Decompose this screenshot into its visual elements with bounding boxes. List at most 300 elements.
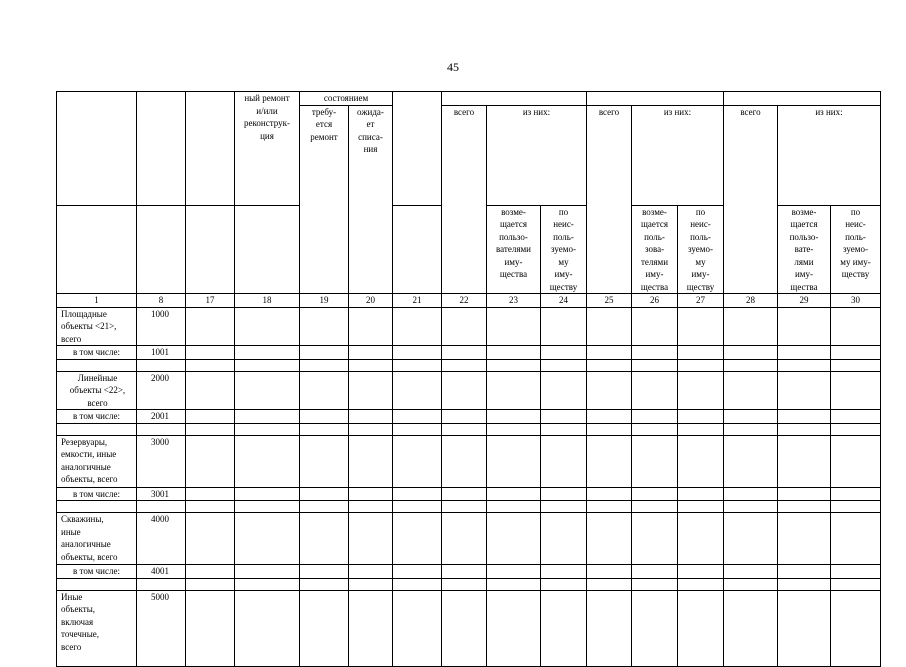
blank-cell: [587, 359, 632, 371]
data-cell: [678, 513, 724, 565]
row-label-line: Резервуары,: [61, 436, 108, 447]
blank-cell: [487, 501, 541, 513]
blank-cell: [57, 423, 137, 435]
blank-cell: [487, 578, 541, 590]
blank-cell: [186, 423, 235, 435]
data-cell: [186, 410, 235, 424]
data-cell: [235, 307, 300, 346]
data-cell: [632, 590, 678, 666]
blank-cell: [678, 501, 724, 513]
row-code: 4001: [137, 565, 186, 579]
data-cell: [442, 410, 487, 424]
row-label: [57, 435, 137, 487]
column-number: 8: [137, 294, 186, 308]
header-col-26-line: возме-: [642, 206, 667, 217]
data-cell: [300, 346, 349, 360]
blank-cell: [393, 359, 442, 371]
blank-cell: [57, 359, 137, 371]
data-cell: [186, 435, 235, 487]
report-form-table: [56, 91, 881, 667]
blank-cell: [587, 501, 632, 513]
data-cell: [235, 410, 300, 424]
data-cell: [541, 307, 587, 346]
row-label-line: иные: [61, 526, 81, 537]
row-code: 2000: [137, 371, 186, 410]
data-cell: [724, 346, 778, 360]
column-number: 1: [57, 294, 137, 308]
row-label-line: всего: [61, 641, 82, 652]
header-col-27-line: по: [695, 206, 706, 217]
header-of-them-a: из них:: [487, 105, 587, 205]
blank-cell: [541, 423, 587, 435]
header-col-20: [349, 105, 393, 294]
data-cell: [541, 435, 587, 487]
data-cell: [235, 513, 300, 565]
row-code: 4000: [137, 513, 186, 565]
blank-cell: [678, 423, 724, 435]
data-cell: [778, 371, 831, 410]
header-group-a: [442, 92, 587, 106]
data-cell: [831, 513, 881, 565]
header-col-21b: [393, 205, 442, 294]
page-number: 45: [447, 60, 459, 74]
header-of-them-c: из них:: [778, 105, 881, 205]
data-cell: [831, 565, 881, 579]
data-cell: [587, 307, 632, 346]
blank-cell: [587, 578, 632, 590]
row-code: 1001: [137, 346, 186, 360]
data-cell: [186, 371, 235, 410]
data-cell: [632, 371, 678, 410]
header-col-19-line: ремонт: [310, 131, 338, 142]
header-col-19-line: требу-: [311, 106, 337, 117]
data-cell: [300, 371, 349, 410]
data-cell: [831, 590, 881, 666]
data-cell: [186, 487, 235, 501]
data-cell: [442, 435, 487, 487]
row-label-line: объекты,: [61, 604, 95, 614]
data-cell: [678, 565, 724, 579]
data-cell: [587, 590, 632, 666]
header-col-30-line: неис-: [845, 219, 866, 229]
header-col-30-line: ществу: [841, 269, 870, 279]
data-cell: [487, 487, 541, 501]
header-col-24-line: иму-: [554, 269, 573, 279]
header-col-29-line: иму-: [794, 269, 813, 279]
header-col-18-line: ция: [260, 130, 274, 141]
data-cell: [541, 565, 587, 579]
header-col-1: [57, 92, 137, 206]
data-cell: [487, 513, 541, 565]
header-col-23-line: иму-: [504, 256, 523, 267]
row-1001: [57, 346, 881, 360]
row-code: 1000: [137, 307, 186, 346]
data-cell: [778, 487, 831, 501]
blank-row: [57, 578, 881, 590]
blank-cell: [300, 359, 349, 371]
data-cell: [724, 513, 778, 565]
header-col-29-line: вате-: [794, 244, 814, 254]
data-cell: [487, 410, 541, 424]
data-cell: [442, 513, 487, 565]
blank-cell: [393, 501, 442, 513]
data-cell: [831, 435, 881, 487]
data-cell: [235, 590, 300, 666]
header-col-19: [300, 105, 349, 294]
data-cell: [300, 487, 349, 501]
data-cell: [235, 565, 300, 579]
data-cell: [349, 371, 393, 410]
blank-cell: [831, 423, 881, 435]
data-cell: [541, 371, 587, 410]
row-label-line: аналогичные: [61, 539, 111, 549]
header-col-23-line: пользо-: [499, 231, 528, 242]
column-number: 17: [186, 294, 235, 308]
data-cell: [724, 371, 778, 410]
blank-cell: [393, 578, 442, 590]
blank-cell: [541, 578, 587, 590]
blank-cell: [831, 578, 881, 590]
blank-cell: [442, 423, 487, 435]
data-cell: [349, 435, 393, 487]
blank-cell: [235, 578, 300, 590]
header-col-18-line: и/или: [256, 105, 278, 116]
header-row-a: [57, 92, 881, 106]
data-cell: [778, 410, 831, 424]
row-label-line: Скважины,: [61, 514, 104, 524]
blank-cell: [831, 359, 881, 371]
header-col-24-line: по: [558, 206, 569, 217]
row-label-line: объекты <22>,: [69, 385, 126, 395]
data-cell: [186, 513, 235, 565]
data-cell: [442, 487, 487, 501]
data-cell: [778, 590, 831, 666]
header-col-27-line: неис-: [690, 219, 711, 229]
data-cell: [487, 565, 541, 579]
data-cell: [678, 435, 724, 487]
blank-cell: [487, 359, 541, 371]
header-col-23-line: возме-: [501, 206, 526, 217]
row-2001: [57, 410, 881, 424]
blank-cell: [632, 359, 678, 371]
header-col-17b: [186, 205, 235, 294]
row-4001: [57, 565, 881, 579]
data-cell: [235, 487, 300, 501]
header-col-29: [778, 205, 831, 294]
data-cell: [678, 590, 724, 666]
column-number: 18: [235, 294, 300, 308]
blank-cell: [778, 359, 831, 371]
data-cell: [587, 487, 632, 501]
blank-cell: [442, 359, 487, 371]
data-cell: [186, 565, 235, 579]
data-cell: [587, 410, 632, 424]
data-cell: [442, 371, 487, 410]
data-cell: [831, 487, 881, 501]
data-cell: [300, 513, 349, 565]
data-cell: [300, 435, 349, 487]
data-cell: [393, 346, 442, 360]
data-cell: [541, 410, 587, 424]
data-cell: [487, 346, 541, 360]
column-number: 21: [393, 294, 442, 308]
data-cell: [393, 371, 442, 410]
row-2000: [57, 371, 881, 410]
blank-cell: [632, 423, 678, 435]
data-cell: [349, 307, 393, 346]
data-cell: [349, 346, 393, 360]
header-col-30-line: по: [850, 206, 861, 217]
data-cell: [300, 590, 349, 666]
data-cell: [186, 307, 235, 346]
row-label-line: всего: [61, 333, 82, 344]
data-cell: [487, 371, 541, 410]
row-1000: [57, 307, 881, 346]
data-cell: [724, 307, 778, 346]
column-number: 26: [632, 294, 678, 308]
row-code: 3001: [137, 487, 186, 501]
header-col-8b: [137, 205, 186, 294]
header-col-30: [831, 205, 881, 294]
data-cell: [349, 410, 393, 424]
header-col-26-line: иму-: [645, 269, 664, 279]
blank-cell: [300, 578, 349, 590]
header-col-26: [632, 205, 678, 294]
data-cell: [778, 513, 831, 565]
data-cell: [235, 435, 300, 487]
header-col-20-line: ожида-: [357, 106, 384, 117]
data-cell: [724, 435, 778, 487]
row-label: [57, 307, 137, 346]
column-number: 19: [300, 294, 349, 308]
data-cell: [831, 410, 881, 424]
blank-cell: [186, 501, 235, 513]
blank-cell: [57, 578, 137, 590]
data-cell: [724, 565, 778, 579]
data-cell: [678, 410, 724, 424]
header-col-30-line: му иму-: [840, 256, 871, 267]
data-cell: [778, 565, 831, 579]
header-col-27-line: ществу: [686, 281, 715, 292]
column-number: 22: [442, 294, 487, 308]
header-col-17: [186, 92, 235, 206]
blank-row: [57, 501, 881, 513]
header-col-29-line: пользо-: [789, 231, 819, 242]
data-cell: [678, 487, 724, 501]
row-label-line: Иные: [61, 591, 83, 602]
blank-cell: [442, 501, 487, 513]
row-code: 3000: [137, 435, 186, 487]
header-col-20-line: ет: [366, 119, 375, 129]
header-col-26-line: щается: [640, 219, 669, 229]
blank-row: [57, 423, 881, 435]
row-label-line: включая: [61, 616, 94, 627]
data-cell: [393, 410, 442, 424]
column-number: 29: [778, 294, 831, 308]
data-cell: [349, 590, 393, 666]
blank-cell: [541, 359, 587, 371]
header-col-23: [487, 205, 541, 294]
data-cell: [778, 346, 831, 360]
data-cell: [393, 565, 442, 579]
data-cell: [587, 371, 632, 410]
blank-cell: [678, 359, 724, 371]
row-label-line: объекты, всего: [61, 474, 118, 484]
data-cell: [393, 590, 442, 666]
data-cell: [349, 565, 393, 579]
blank-cell: [632, 578, 678, 590]
data-cell: [632, 346, 678, 360]
data-cell: [831, 307, 881, 346]
header-col-23-line: щества: [499, 269, 528, 279]
header-col-27-line: поль-: [690, 231, 711, 242]
blank-cell: [349, 359, 393, 371]
data-cell: [587, 435, 632, 487]
header-col-26-line: поль-: [644, 231, 665, 242]
header-col-8: [137, 92, 186, 206]
data-cell: [678, 346, 724, 360]
row-label: в том числе:: [57, 410, 137, 424]
column-number: 27: [678, 294, 724, 308]
header-col-21: [393, 92, 442, 206]
row-label-line: объекты, всего: [61, 551, 118, 562]
data-cell: [235, 346, 300, 360]
data-cell: [778, 307, 831, 346]
header-col-24: [541, 205, 587, 294]
data-cell: [724, 590, 778, 666]
header-group-c: [724, 92, 881, 106]
data-cell: [541, 346, 587, 360]
blank-cell: [57, 501, 137, 513]
data-cell: [393, 513, 442, 565]
row-label: [57, 590, 137, 666]
header-col-22-total: всего: [442, 105, 487, 294]
row-label: в том числе:: [57, 487, 137, 501]
data-cell: [632, 565, 678, 579]
header-col-18-line: реконструк-: [243, 118, 290, 128]
header-col-24-line: зуемо-: [551, 244, 576, 254]
blank-cell: [349, 578, 393, 590]
header-col-29-line: щества: [790, 281, 818, 292]
header-col-27-line: иму-: [691, 269, 710, 279]
header-col-26-line: щества: [640, 281, 669, 292]
blank-cell: [235, 501, 300, 513]
data-cell: [587, 565, 632, 579]
blank-cell: [349, 423, 393, 435]
blank-cell: [393, 423, 442, 435]
data-cell: [393, 435, 442, 487]
blank-cell: [137, 578, 186, 590]
data-cell: [442, 590, 487, 666]
column-number: 24: [541, 294, 587, 308]
data-cell: [487, 307, 541, 346]
blank-cell: [724, 501, 778, 513]
row-label: [57, 371, 137, 410]
data-cell: [831, 371, 881, 410]
data-cell: [487, 435, 541, 487]
header-col-25-total: всего: [587, 105, 632, 294]
row-4000: [57, 513, 881, 565]
column-number: 23: [487, 294, 541, 308]
blank-cell: [724, 423, 778, 435]
data-cell: [678, 307, 724, 346]
header-state-group: состоянием: [300, 92, 393, 106]
header-col-27: [678, 205, 724, 294]
header-col-30-line: поль-: [845, 231, 866, 242]
blank-cell: [487, 423, 541, 435]
row-label: в том числе:: [57, 346, 137, 360]
header-col-20-line: ния: [363, 144, 378, 154]
data-cell: [300, 565, 349, 579]
data-cell: [632, 513, 678, 565]
blank-cell: [724, 578, 778, 590]
blank-cell: [186, 578, 235, 590]
blank-cell: [235, 423, 300, 435]
header-of-them-b: из них:: [632, 105, 724, 205]
data-cell: [724, 410, 778, 424]
column-number: 28: [724, 294, 778, 308]
row-label-line: Площадные: [61, 308, 107, 319]
row-label: [57, 513, 137, 565]
data-cell: [678, 371, 724, 410]
column-number: 25: [587, 294, 632, 308]
row-label-line: точечные,: [61, 629, 100, 639]
data-cell: [724, 487, 778, 501]
data-cell: [349, 513, 393, 565]
blank-cell: [778, 578, 831, 590]
blank-cell: [778, 501, 831, 513]
row-label-line: объекты <21>,: [61, 321, 117, 331]
data-cell: [186, 590, 235, 666]
header-col-24-line: му: [558, 256, 569, 267]
data-cell: [300, 410, 349, 424]
column-number: 30: [831, 294, 881, 308]
header-col-29-line: лями: [794, 256, 814, 267]
data-cell: [487, 590, 541, 666]
column-number: 20: [349, 294, 393, 308]
data-cell: [587, 346, 632, 360]
header-col-26-line: телями: [640, 256, 669, 267]
row-label-line: Линейные: [77, 372, 118, 383]
header-col-28-total: всего: [724, 105, 778, 294]
header-col-1b: [57, 205, 137, 294]
data-cell: [632, 487, 678, 501]
header-col-19-line: ется: [315, 119, 333, 129]
blank-cell: [235, 359, 300, 371]
data-cell: [235, 371, 300, 410]
data-cell: [632, 435, 678, 487]
data-cell: [587, 513, 632, 565]
header-group-b: [587, 92, 724, 106]
data-cell: [831, 346, 881, 360]
data-cell: [442, 565, 487, 579]
header-col-20-line: списа-: [358, 131, 383, 142]
header-col-23-line: щается: [499, 219, 528, 229]
row-3000: [57, 435, 881, 487]
blank-cell: [186, 359, 235, 371]
header-col-27-line: му: [695, 256, 706, 267]
blank-cell: [632, 501, 678, 513]
row-label: в том числе:: [57, 565, 137, 579]
data-cell: [442, 307, 487, 346]
row-label-line: всего: [87, 397, 108, 408]
header-col-24-line: неис-: [553, 219, 574, 229]
data-cell: [541, 487, 587, 501]
header-col-29-line: щается: [790, 219, 818, 229]
blank-row: [57, 359, 881, 371]
row-label-line: аналогичные: [61, 461, 111, 472]
data-cell: [541, 513, 587, 565]
